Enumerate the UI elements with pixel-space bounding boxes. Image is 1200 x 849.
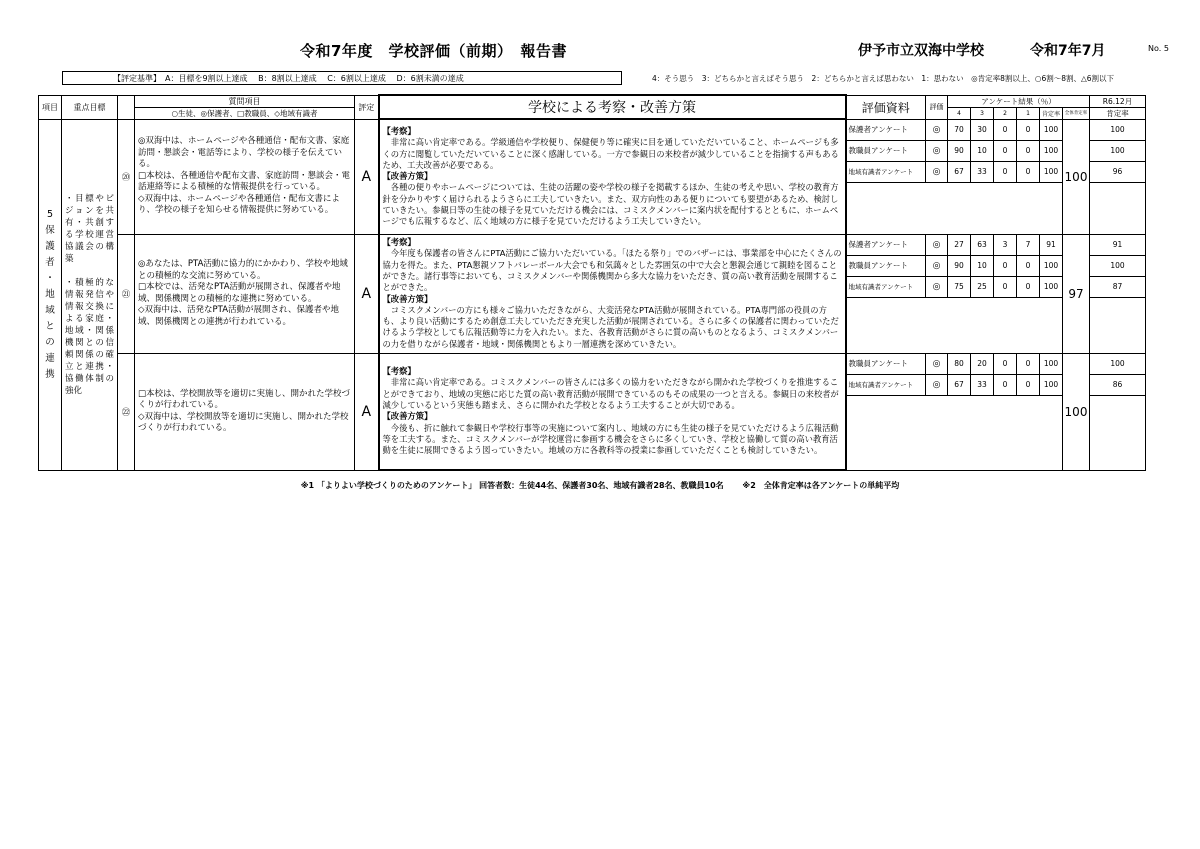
header-comment: 学校による考察・改善方策 — [379, 95, 846, 119]
header-s1: 1 — [1017, 107, 1040, 119]
prev-rate: 87 — [1090, 276, 1146, 297]
comment-cell — [379, 353, 846, 470]
value-1: 0 — [1017, 140, 1040, 161]
grade-value: A — [355, 353, 379, 470]
header-prev-bottom: 肯定率 — [1090, 107, 1146, 119]
value-3: 30 — [971, 119, 994, 140]
consider-heading: 【考察】 — [382, 125, 416, 136]
value-1: 0 — [1017, 161, 1040, 182]
value-4: 90 — [948, 140, 971, 161]
eval-mark: ◎ — [926, 161, 948, 182]
improve-text: 各種の便りやホームページについては、生徒の活躍の姿や学校の様子を掲載するほか、生徒の考えや思い、学校の教育方針を分かりやすく届けられるようさらに工夫していきたい。また、双方向性のある便りについても要望があるため、検討していきたい。参観日等の生徒の様子を見ていただける機会には、コミスクメンバーに案内状を配付するとともに、ホームページでも広報するなど、広く地域の方に様子を見ていただけるよう工夫していきたい。 — [382, 182, 839, 227]
value-3: 20 — [971, 353, 994, 374]
item-number: ㉑ — [118, 234, 135, 353]
value-2: 0 — [994, 353, 1017, 374]
survey-name: 保護者アンケート — [846, 234, 926, 255]
value-3: 10 — [971, 255, 994, 276]
question-text-body: □本校は、学校開放等を適切に実施し、開かれた学校づくりが行われている。 ◇双海中は、学校開放等を適切に実施し、開かれた学校づくりが行われている。 — [138, 388, 351, 433]
value-1: 0 — [1017, 374, 1040, 395]
item-number: ⑳ — [118, 119, 135, 234]
category-char: 保 — [45, 224, 55, 236]
consider-text: 非常に高い肯定率である。コミスクメンバーの皆さんには多くの協力をいただきながら開かれた学校づくりを推進することができており、地域の実態に応じた質の高い教育活動が展開できているのもその成果の一つと言える。参観日の来校者が減少しているという実態も踏まえ、さらに開かれた学校となるよう工夫することが大切である。 — [382, 377, 839, 410]
value-3: 10 — [971, 140, 994, 161]
positive-rate: 100 — [1040, 255, 1063, 276]
consider-heading: 【考察】 — [382, 366, 416, 377]
survey-name: 教職員アンケート — [846, 353, 926, 374]
overall-rate: 97 — [1063, 234, 1090, 353]
header-item: 項目 — [39, 95, 62, 119]
survey-name: 教職員アンケート — [846, 255, 926, 276]
blank-cell — [1090, 395, 1146, 432]
header-goal: 重点目標 — [62, 95, 118, 119]
header-resource: 評価資料 — [846, 95, 926, 119]
report-header — [0, 40, 1200, 60]
consider-text: 非常に高い肯定率である。学級通信や学校便り、保健便り等に確実に目を通していただいていること、ホームページも多くの方に閲覧していただいていることに深く感謝している。一方で参観日の来校者が減少していることを指摘する声もあるため、工夫改善が必要である。 — [382, 137, 839, 170]
category-char: 5 — [46, 208, 54, 220]
header-question: 質問項目 — [135, 95, 355, 107]
category-label — [39, 207, 61, 383]
category-cell — [39, 119, 62, 470]
value-4: 70 — [948, 119, 971, 140]
evaluation-table — [38, 94, 1146, 471]
report-date: 令和7年7月 — [1030, 43, 1106, 59]
prev-rate: 96 — [1090, 161, 1146, 182]
category-char: 域 — [45, 304, 55, 316]
survey-name: 保護者アンケート — [846, 119, 926, 140]
eval-mark: ◎ — [926, 140, 948, 161]
value-4: 67 — [948, 374, 971, 395]
header-eval: 評価 — [926, 95, 948, 119]
header-s3: 3 — [971, 107, 994, 119]
value-2: 0 — [994, 161, 1017, 182]
category-char: と — [45, 320, 55, 332]
blank-cell — [846, 297, 1063, 353]
category-char: 連 — [45, 352, 55, 364]
goal-text: ・目標やビジョンを共有・共創する学校運営協議会の構築 ・積極的な情報発信や情報交換による家庭・地域・関係機関との信頼関係の確立と連携・協働体制の強化 — [65, 193, 114, 396]
prev-rate: 100 — [1090, 140, 1146, 161]
header-grade: 評定 — [355, 95, 379, 119]
prev-rate: 100 — [1090, 353, 1146, 374]
category-char: の — [45, 336, 55, 348]
rating-scale-legend: 4：そう思う 3：どちらかと言えばそう思う 2：どちらかと言えば思わない 1：思わない ◎肯定率8割以上、○6割〜8割、△6割以下 — [652, 74, 1115, 83]
overall-rate: 100 — [1063, 119, 1090, 234]
eval-mark: ◎ — [926, 276, 948, 297]
positive-rate: 100 — [1040, 374, 1063, 395]
question-text-body: ◎あなたは、PTA活動に協力的にかかわり、学校や地域との積極的な交流に努めている。 □本校では、活発なPTA活動が展開され、保護者や地域、関係機関との積極的な連携に努めている。 ◇双海中は、活発なPTA活動が展開され、保護者や地域、関係機関との連携が行われている。 — [138, 259, 348, 327]
consider-text: 今年度も保護者の皆さんにPTA活動にご協力いただいている。「ほたる祭り」でのバザーには、事業部を中心にたくさんの協力を得た。また、PTA懇親ソフトバレーボール大会でも和気藹々とした雰囲気の中で大会と懇親会通じて親睦を図ることができた。諸行事等においても、コミスクメンバーや関係機関から多大な協力をいただき、質の高い教育活動を展開することができた。 — [382, 248, 842, 293]
category-char: 護 — [45, 240, 55, 252]
header-question-sub: ○生徒、◎保護者、□教職員、◇地域有識者 — [135, 107, 355, 119]
category-char: 携 — [45, 368, 55, 380]
question-text — [135, 353, 355, 470]
prev-rate: 86 — [1090, 374, 1146, 395]
eval-mark: ◎ — [926, 234, 948, 255]
item-number: ㉒ — [118, 353, 135, 470]
blank-cell — [846, 432, 1063, 470]
category-char: 地 — [45, 288, 55, 300]
value-4: 75 — [948, 276, 971, 297]
blank-cell — [1090, 432, 1146, 470]
value-1: 0 — [1017, 119, 1040, 140]
value-2: 0 — [994, 140, 1017, 161]
improve-heading: 【改善方策】 — [382, 171, 433, 182]
value-2: 3 — [994, 234, 1017, 255]
eval-mark: ◎ — [926, 255, 948, 276]
survey-name: 地域有識者アンケート — [846, 374, 926, 395]
question-text — [135, 234, 355, 353]
value-4: 90 — [948, 255, 971, 276]
survey-name: 教職員アンケート — [846, 140, 926, 161]
criteria-box: 【評定基準】 A：目標を9割以上達成 B：8割以上達成 C：6割以上達成 D：6割未満の達成 — [62, 71, 622, 85]
prev-rate: 91 — [1090, 234, 1146, 255]
survey-name: 地域有識者アンケート — [846, 276, 926, 297]
positive-rate: 100 — [1040, 161, 1063, 182]
survey-name: 地域有識者アンケート — [846, 161, 926, 182]
positive-rate: 100 — [1040, 119, 1063, 140]
grade-value: A — [355, 234, 379, 353]
category-char: ・ — [45, 272, 55, 284]
value-2: 0 — [994, 255, 1017, 276]
value-1: 0 — [1017, 255, 1040, 276]
value-3: 25 — [971, 276, 994, 297]
header-no — [118, 95, 135, 119]
blank-cell — [846, 182, 1063, 234]
eval-mark: ◎ — [926, 374, 948, 395]
prev-rate: 100 — [1090, 255, 1146, 276]
value-4: 80 — [948, 353, 971, 374]
report-title: 令和7年度 学校評価（前期） 報告書 — [300, 42, 567, 60]
positive-rate: 100 — [1040, 140, 1063, 161]
improve-text: コミスクメンバーの方にも様々ご協力いただきながら、大変活発なPTA活動が展開されている。PTA専門部の役員の方も、より良い活動にするため創意工夫していただき充実した活動が展開されている。さらに多くの保護者に関わっていただけるよう学校としても広報活動等に力を入れたい。また、各教育活動がさらに質の高いものとなるよう、コミスクメンバーの力を借りながら保護者・地域・関係機関ともより一層連携を深めていきたい。 — [382, 304, 839, 349]
value-1: 0 — [1017, 276, 1040, 297]
consider-heading: 【考察】 — [382, 237, 416, 248]
header-s4: 4 — [948, 107, 971, 119]
value-3: 33 — [971, 374, 994, 395]
value-3: 33 — [971, 161, 994, 182]
blank-cell — [1090, 182, 1146, 234]
category-char: 者 — [45, 256, 55, 268]
positive-rate: 91 — [1040, 234, 1063, 255]
comment-cell — [379, 119, 846, 234]
value-2: 0 — [994, 374, 1017, 395]
header-overall: 全体肯定率 — [1063, 107, 1090, 119]
blank-cell — [846, 395, 1063, 432]
question-text-body: ◎双海中は、ホームページや各種通信・配布文書、家庭訪問・懇談会・電話等により、学校の様子を伝えている。 □本校は、各種通信や配布文書、家庭訪問・懇談会・電話連絡等による積極的な情報提供を行っている。 ◇双海中は、ホームページや各種通信・配布文書により、学校の様子を知らせる情報提供に努めている。 — [138, 136, 351, 216]
school-name: 伊予市立双海中学校 — [858, 43, 984, 59]
value-1: 0 — [1017, 353, 1040, 374]
eval-mark: ◎ — [926, 353, 948, 374]
footnote: ※1 「よりよい学校づくりのためのアンケート」 回答者数：生徒44名、保護者30名、地域有識者28名、教職員10名 ※2 全体肯定率は各アンケートの単純平均 — [300, 481, 900, 490]
header-s2: 2 — [994, 107, 1017, 119]
value-2: 0 — [994, 276, 1017, 297]
blank-cell — [1090, 297, 1146, 353]
grade-value: A — [355, 119, 379, 234]
header-positive: 肯定率 — [1040, 107, 1063, 119]
improve-heading: 【改善方策】 — [382, 411, 433, 422]
prev-rate: 100 — [1090, 119, 1146, 140]
page-number: No. 5 — [1148, 44, 1169, 53]
goal-cell — [62, 119, 118, 470]
improve-text: 今後も、折に触れて参観日や学校行事等の実施について案内し、地域の方にも生徒の様子を見ていただけるよう広報活動等を工夫する。また、コミスクメンバーが学校運営に参画する機会をさらに多くしていき、学校と協働して質の高い教育活動を生徒に展開できるよう図っていきたい。地域の方に各教科等の授業に参画していただくことも検討していきたい。 — [382, 422, 839, 456]
value-2: 0 — [994, 119, 1017, 140]
comment-cell — [379, 234, 846, 353]
header-survey: アンケート結果（％） — [948, 95, 1090, 107]
overall-rate: 100 — [1063, 353, 1090, 470]
eval-mark: ◎ — [926, 119, 948, 140]
positive-rate: 100 — [1040, 276, 1063, 297]
question-text — [135, 119, 355, 234]
value-3: 63 — [971, 234, 994, 255]
value-4: 67 — [948, 161, 971, 182]
header-prev-top: R6.12月 — [1090, 95, 1146, 107]
value-1: 7 — [1017, 234, 1040, 255]
positive-rate: 100 — [1040, 353, 1063, 374]
improve-heading: 【改善方策】 — [382, 293, 433, 304]
value-4: 27 — [948, 234, 971, 255]
